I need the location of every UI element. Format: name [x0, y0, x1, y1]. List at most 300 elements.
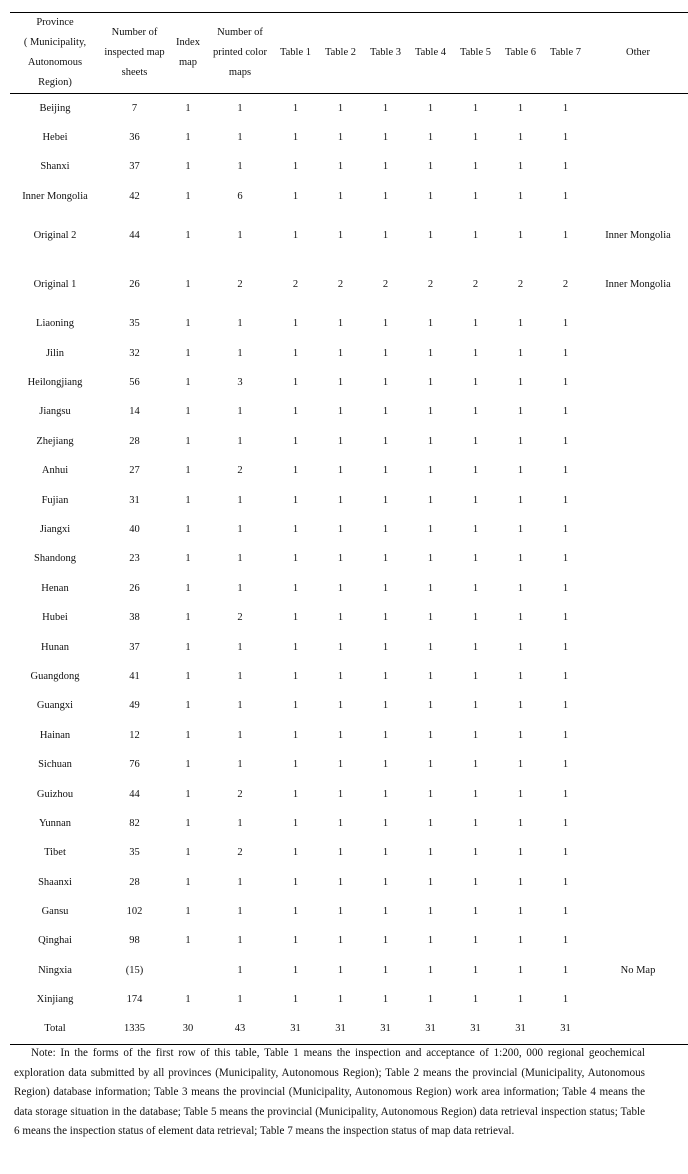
cell-table-6: 1	[517, 906, 524, 918]
cell-table-4: 31	[408, 1015, 453, 1045]
cell-table-6: 1	[517, 759, 524, 771]
cell-other	[588, 897, 688, 926]
cell-other	[588, 427, 688, 456]
cell-other: No Map	[620, 964, 656, 976]
cell-table-2: 1	[337, 347, 344, 359]
cell-table-4: 1	[427, 964, 434, 976]
cell-province: Liaoning	[36, 318, 74, 330]
cell-other	[588, 750, 688, 779]
cell-table-4: 1	[427, 523, 434, 535]
col-header-table-6: Table 6	[498, 13, 543, 94]
cell-table-7: 1	[562, 318, 569, 330]
cell-printed-color-maps: 2	[237, 465, 243, 477]
cell-table-4: 1	[427, 190, 434, 202]
cell-province: Original 1	[33, 279, 77, 291]
table-row	[10, 515, 688, 544]
cell-table-1: 31	[273, 1015, 318, 1045]
cell-other	[588, 692, 688, 721]
cell-table-2: 1	[337, 318, 344, 330]
table-row	[10, 692, 688, 721]
cell-table-2: 1	[337, 964, 344, 976]
cell-inspected-sheets: 38	[129, 612, 140, 624]
cell-table-6: 1	[517, 318, 524, 330]
cell-table-6: 1	[517, 494, 524, 506]
cell-province: Ningxia	[38, 964, 72, 976]
cell-table-1: 1	[292, 700, 299, 712]
cell-table-1: 1	[292, 465, 299, 477]
cell-index-map: 1	[185, 279, 191, 291]
cell-index-map: 1	[185, 190, 191, 202]
cell-table-2: 1	[337, 729, 344, 741]
cell-table-4: 1	[427, 230, 434, 242]
cell-table-7: 1	[562, 582, 569, 594]
table-row	[10, 427, 688, 456]
cell-table-5: 1	[472, 817, 479, 829]
cell-inspected-sheets: 7	[131, 102, 138, 114]
cell-table-7: 1	[562, 817, 569, 829]
header-row	[10, 13, 688, 94]
cell-table-4: 1	[427, 102, 434, 114]
cell-table-3: 1	[382, 377, 389, 389]
cell-table-6: 1	[517, 641, 524, 653]
table-row	[10, 574, 688, 603]
cell-table-2: 1	[337, 377, 344, 389]
cell-other	[588, 94, 688, 124]
cell-table-6: 1	[517, 406, 524, 418]
cell-table-5: 31	[453, 1015, 498, 1045]
cell-other	[588, 339, 688, 368]
cell-table-4: 1	[427, 788, 434, 800]
cell-table-4: 1	[427, 161, 434, 173]
cell-table-4: 2	[427, 279, 434, 291]
cell-index-map: 1	[185, 729, 191, 741]
cell-table-4: 1	[427, 132, 434, 144]
cell-inspected-sheets: 102	[126, 906, 143, 918]
cell-table-3: 1	[382, 132, 389, 144]
cell-table-1: 1	[292, 435, 299, 447]
cell-inspected-sheets: 12	[129, 729, 140, 741]
cell-table-6: 1	[517, 670, 524, 682]
cell-table-5: 1	[472, 700, 479, 712]
cell-printed-color-maps: 1	[237, 494, 243, 506]
cell-table-4: 1	[427, 582, 434, 594]
cell-index-map: 1	[185, 847, 191, 859]
cell-table-6: 1	[517, 700, 524, 712]
cell-printed-color-maps: 1	[237, 102, 243, 114]
cell-other	[588, 809, 688, 838]
cell-inspected-sheets: 82	[129, 817, 140, 829]
cell-table-4: 1	[427, 465, 434, 477]
cell-other	[588, 780, 688, 809]
table-row	[10, 603, 688, 632]
cell-index-map: 1	[185, 759, 191, 771]
table-row	[10, 486, 688, 515]
cell-table-4: 1	[427, 847, 434, 859]
table-body	[10, 94, 688, 1045]
cell-table-3: 1	[382, 435, 389, 447]
cell-index-map: 1	[185, 494, 191, 506]
table-header	[10, 13, 688, 94]
cell-table-5: 1	[472, 759, 479, 771]
table-row	[10, 457, 688, 486]
cell-table-5: 1	[472, 132, 479, 144]
cell-table-5: 1	[472, 729, 479, 741]
cell-table-1: 1	[292, 994, 299, 1006]
cell-table-5: 1	[472, 612, 479, 624]
cell-table-3: 1	[382, 494, 389, 506]
cell-index-map: 1	[185, 788, 191, 800]
cell-printed-color-maps: 1	[237, 935, 243, 947]
cell-table-1: 2	[292, 279, 299, 291]
cell-province: Xinjiang	[36, 994, 74, 1006]
cell-inspected-sheets: 44	[129, 788, 140, 800]
cell-index-map: 1	[185, 906, 191, 918]
cell-table-3: 1	[382, 230, 389, 242]
cell-inspected-sheets: 174	[126, 994, 143, 1006]
cell-table-1: 1	[292, 906, 299, 918]
cell-table-1: 1	[292, 494, 299, 506]
cell-table-1: 1	[292, 318, 299, 330]
cell-table-2: 1	[337, 876, 344, 888]
cell-table-7: 1	[562, 906, 569, 918]
cell-table-3: 1	[382, 553, 389, 565]
cell-inspected-sheets: 42	[129, 190, 140, 202]
cell-table-7: 1	[562, 465, 569, 477]
cell-printed-color-maps: 2	[237, 788, 243, 800]
cell-index-map: 1	[185, 817, 191, 829]
cell-province: Hainan	[39, 729, 71, 741]
col-header-table-2: Table 2	[318, 13, 363, 94]
table-row	[10, 721, 688, 750]
col-header-index-map: Index map	[169, 13, 207, 94]
cell-table-5: 1	[472, 347, 479, 359]
cell-table-7: 1	[562, 759, 569, 771]
cell-index-map: 1	[185, 935, 191, 947]
cell-table-1: 1	[292, 190, 299, 202]
cell-table-7: 1	[562, 132, 569, 144]
cell-table-1: 1	[292, 377, 299, 389]
cell-table-2: 1	[337, 759, 344, 771]
cell-table-7: 1	[562, 523, 569, 535]
cell-table-1: 1	[292, 964, 299, 976]
cell-table-6: 1	[517, 788, 524, 800]
cell-other	[588, 182, 688, 211]
cell-table-7: 31	[543, 1015, 588, 1045]
cell-table-5: 1	[472, 582, 479, 594]
cell-table-5: 1	[472, 935, 479, 947]
cell-table-6: 1	[517, 553, 524, 565]
cell-table-4: 1	[427, 612, 434, 624]
cell-inspected-sheets: 32	[129, 347, 140, 359]
cell-index-map: 1	[185, 670, 191, 682]
cell-province: Henan	[41, 582, 69, 594]
cell-table-2: 1	[337, 788, 344, 800]
cell-printed-color-maps: 1	[237, 759, 243, 771]
cell-table-3: 1	[382, 161, 389, 173]
cell-table-4: 1	[427, 817, 434, 829]
cell-table-7: 1	[562, 994, 569, 1006]
cell-printed-color-maps: 3	[237, 377, 243, 389]
cell-table-7: 1	[562, 935, 569, 947]
cell-inspected-sheets: 40	[129, 523, 140, 535]
cell-table-3: 1	[382, 318, 389, 330]
cell-table-6: 1	[517, 230, 524, 242]
cell-table-7: 1	[562, 641, 569, 653]
cell-table-2: 1	[337, 553, 344, 565]
col-header-table-7: Table 7	[543, 13, 588, 94]
cell-table-2: 1	[337, 582, 344, 594]
cell-other: Inner Mongolia	[605, 279, 671, 291]
cell-other	[588, 1015, 688, 1045]
cell-table-3: 1	[382, 406, 389, 418]
cell-printed-color-maps: 1	[237, 641, 243, 653]
cell-table-5: 1	[472, 435, 479, 447]
cell-table-1: 1	[292, 759, 299, 771]
cell-other	[588, 310, 688, 339]
cell-table-1: 1	[292, 876, 299, 888]
cell-inspected-sheets: 41	[129, 670, 140, 682]
cell-province: Inner Mongolia	[22, 190, 88, 202]
cell-table-5: 1	[472, 788, 479, 800]
cell-other	[588, 927, 688, 956]
cell-table-3: 2	[382, 279, 389, 291]
col-header-inspected-sheets: Number of inspected map sheets	[100, 13, 169, 94]
cell-index-map: 1	[185, 406, 191, 418]
cell-other	[588, 515, 688, 544]
cell-table-1: 1	[292, 612, 299, 624]
cell-index-map: 1	[185, 553, 191, 565]
col-header-table-4: Table 4	[408, 13, 453, 94]
col-header-province: Province ( Municipality, Autonomous Region)	[10, 13, 100, 94]
cell-table-1: 1	[292, 729, 299, 741]
cell-table-6: 1	[517, 161, 524, 173]
table-row	[10, 750, 688, 779]
cell-table-1: 1	[292, 641, 299, 653]
table-row	[10, 780, 688, 809]
table-row	[10, 986, 688, 1015]
cell-table-1: 1	[292, 347, 299, 359]
cell-table-2: 1	[337, 670, 344, 682]
cell-index-map: 1	[185, 582, 191, 594]
cell-table-4: 1	[427, 994, 434, 1006]
cell-province: Total	[10, 1015, 100, 1045]
cell-printed-color-maps: 1	[237, 523, 243, 535]
cell-table-5: 1	[472, 670, 479, 682]
cell-inspected-sheets: 35	[129, 318, 140, 330]
cell-index-map: 1	[185, 641, 191, 653]
cell-table-1: 1	[292, 817, 299, 829]
cell-table-5: 1	[472, 465, 479, 477]
col-header-other: Other	[588, 13, 688, 94]
cell-inspected-sheets: 27	[129, 465, 140, 477]
cell-table-4: 1	[427, 435, 434, 447]
cell-table-4: 1	[427, 670, 434, 682]
cell-inspected-sheets: (15)	[125, 964, 144, 976]
cell-table-7: 1	[562, 435, 569, 447]
cell-province: Guangxi	[36, 700, 74, 712]
table-row	[10, 261, 688, 310]
cell-table-7: 1	[562, 876, 569, 888]
table-row	[10, 1015, 688, 1045]
cell-table-3: 1	[382, 347, 389, 359]
cell-table-5: 2	[472, 279, 479, 291]
map-inspection-table	[10, 12, 688, 1045]
cell-index-map: 1	[185, 612, 191, 624]
cell-table-4: 1	[427, 700, 434, 712]
cell-table-5: 1	[472, 994, 479, 1006]
cell-table-4: 1	[427, 377, 434, 389]
cell-table-4: 1	[427, 347, 434, 359]
cell-inspected-sheets: 37	[129, 641, 140, 653]
cell-table-6: 1	[517, 994, 524, 1006]
cell-table-1: 1	[292, 788, 299, 800]
cell-table-7: 1	[562, 161, 569, 173]
cell-table-6: 1	[517, 582, 524, 594]
cell-table-2: 1	[337, 935, 344, 947]
cell-table-5: 1	[472, 230, 479, 242]
cell-table-2: 1	[337, 847, 344, 859]
cell-inspected-sheets: 76	[129, 759, 140, 771]
cell-table-4: 1	[427, 406, 434, 418]
cell-printed-color-maps: 1	[237, 994, 243, 1006]
cell-table-2: 1	[337, 406, 344, 418]
cell-table-6: 1	[517, 102, 524, 114]
cell-table-2: 1	[337, 132, 344, 144]
table-row	[10, 182, 688, 211]
table-row	[10, 123, 688, 152]
cell-index-map: 30	[169, 1015, 207, 1045]
table-row	[10, 153, 688, 182]
cell-other	[588, 486, 688, 515]
cell-table-2: 1	[337, 523, 344, 535]
cell-inspected-sheets: 26	[129, 279, 140, 291]
cell-table-2: 1	[337, 817, 344, 829]
cell-table-5: 1	[472, 641, 479, 653]
table-row	[10, 633, 688, 662]
cell-province: Guizhou	[36, 788, 74, 800]
cell-other	[588, 603, 688, 632]
cell-table-3: 1	[382, 788, 389, 800]
cell-table-2: 1	[337, 102, 344, 114]
cell-table-6: 1	[517, 377, 524, 389]
cell-table-7: 1	[562, 102, 569, 114]
cell-other	[588, 721, 688, 750]
col-header-table-3: Table 3	[363, 13, 408, 94]
col-header-table-5: Table 5	[453, 13, 498, 94]
cell-table-2: 2	[337, 279, 344, 291]
cell-table-6: 1	[517, 847, 524, 859]
cell-province: Hubei	[42, 612, 68, 624]
cell-index-map: 1	[185, 994, 191, 1006]
cell-table-2: 1	[337, 230, 344, 242]
cell-table-3: 1	[382, 847, 389, 859]
cell-inspected-sheets: 26	[129, 582, 140, 594]
cell-printed-color-maps: 1	[237, 132, 243, 144]
cell-table-7: 1	[562, 230, 569, 242]
cell-table-4: 1	[427, 876, 434, 888]
cell-index-map: 1	[185, 700, 191, 712]
cell-other	[588, 545, 688, 574]
cell-province: Anhui	[41, 465, 69, 477]
cell-printed-color-maps: 2	[237, 279, 243, 291]
cell-printed-color-maps: 1	[237, 729, 243, 741]
cell-index-map: 1	[185, 318, 191, 330]
cell-table-4: 1	[427, 935, 434, 947]
table-row	[10, 368, 688, 397]
cell-table-3: 1	[382, 465, 389, 477]
cell-table-2: 1	[337, 906, 344, 918]
cell-table-2: 1	[337, 494, 344, 506]
cell-province: Gansu	[41, 906, 69, 918]
cell-table-1: 1	[292, 230, 299, 242]
cell-printed-color-maps: 1	[237, 230, 243, 242]
cell-printed-color-maps: 6	[237, 190, 243, 202]
cell-province: Sichuan	[38, 759, 72, 771]
cell-table-7: 1	[562, 670, 569, 682]
cell-table-6: 1	[517, 935, 524, 947]
cell-inspected-sheets: 98	[129, 935, 140, 947]
cell-table-7: 1	[562, 729, 569, 741]
cell-inspected-sheets: 36	[129, 132, 140, 144]
cell-other	[588, 153, 688, 182]
cell-other	[588, 662, 688, 691]
cell-province: Yunnan	[38, 817, 72, 829]
cell-table-5: 1	[472, 847, 479, 859]
cell-printed-color-maps: 1	[237, 347, 243, 359]
cell-table-5: 1	[472, 876, 479, 888]
cell-province: Hebei	[42, 132, 68, 144]
cell-province: Original 2	[33, 230, 77, 242]
cell-table-1: 1	[292, 161, 299, 173]
cell-printed-color-maps: 1	[237, 553, 243, 565]
cell-table-6: 1	[517, 817, 524, 829]
cell-table-7: 1	[562, 700, 569, 712]
cell-table-5: 1	[472, 318, 479, 330]
cell-province: Jiangxi	[39, 523, 71, 535]
cell-other	[588, 633, 688, 662]
cell-table-6: 1	[517, 132, 524, 144]
cell-inspected-sheets: 14	[129, 406, 140, 418]
cell-table-3: 1	[382, 641, 389, 653]
cell-table-3: 1	[382, 700, 389, 712]
table-row	[10, 398, 688, 427]
cell-table-3: 31	[363, 1015, 408, 1045]
cell-table-2: 1	[337, 190, 344, 202]
cell-table-5: 1	[472, 161, 479, 173]
cell-table-3: 1	[382, 935, 389, 947]
cell-index-map: 1	[185, 435, 191, 447]
cell-table-6: 1	[517, 964, 524, 976]
cell-printed-color-maps: 1	[237, 700, 243, 712]
cell-inspected-sheets: 44	[129, 230, 140, 242]
cell-table-7: 1	[562, 190, 569, 202]
cell-table-1: 1	[292, 582, 299, 594]
cell-table-3: 1	[382, 994, 389, 1006]
cell-inspected-sheets: 23	[129, 553, 140, 565]
cell-inspected-sheets: 37	[129, 161, 140, 173]
cell-other	[588, 574, 688, 603]
cell-table-5: 1	[472, 377, 479, 389]
cell-table-3: 1	[382, 670, 389, 682]
cell-printed-color-maps: 1	[237, 964, 243, 976]
cell-index-map: 1	[185, 465, 191, 477]
cell-index-map: 1	[185, 230, 191, 242]
table-row	[10, 545, 688, 574]
table-row	[10, 662, 688, 691]
cell-table-6: 1	[517, 523, 524, 535]
cell-province: Shaanxi	[38, 876, 72, 888]
cell-table-4: 1	[427, 553, 434, 565]
